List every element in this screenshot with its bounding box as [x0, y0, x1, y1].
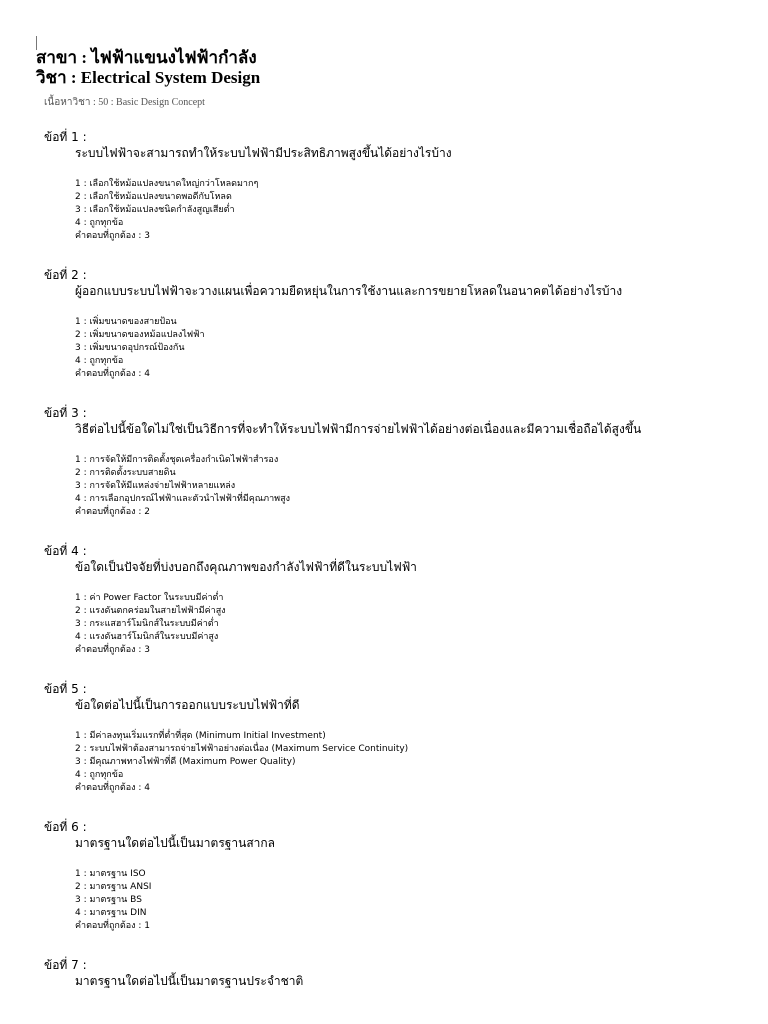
choice-item: 2 : มาตรฐาน ANSI: [75, 882, 152, 892]
choice-item: 3 : เลือกใช้หม้อแปลงชนิดกำลังสูญเสียต่ำ: [75, 205, 235, 215]
choice-item: 4 : ถูกทุกข้อ: [75, 770, 124, 780]
question-number: ข้อที่ 7 :: [44, 958, 87, 972]
choice-item: 2 : เพิ่มขนาดของหม้อแปลงไฟฟ้า: [75, 330, 205, 340]
question-number: ข้อที่ 3 :: [44, 406, 87, 420]
choice-item: 1 : มาตรฐาน ISO: [75, 869, 146, 879]
question-number: ข้อที่ 6 :: [44, 820, 87, 834]
content-subtitle: เนื้อหาวิชา : 50 : Basic Design Concept: [44, 97, 205, 108]
choice-item: 4 : มาตรฐาน DIN: [75, 908, 147, 918]
choice-item: 4 : การเลือกอุปกรณ์ไฟฟ้าและตัวนำไฟฟ้าที่มีคุณภาพสูง: [75, 494, 290, 504]
question-text: ข้อใดต่อไปนี้เป็นการออกแบบระบบไฟฟ้าที่ดี: [75, 698, 300, 712]
question-number: ข้อที่ 5 :: [44, 682, 87, 696]
question-number: ข้อที่ 4 :: [44, 544, 87, 558]
choice-item: 3 : มาตรฐาน BS: [75, 895, 142, 905]
question-text: ผู้ออกแบบระบบไฟฟ้าจะวางแผนเพื่อความยืดหยุ่นในการใช้งานและการขยายโหลดในอนาคตได้อย่างไรบ้าง: [75, 284, 623, 298]
subject-title: วิชา : Electrical System Design: [36, 68, 261, 87]
choice-item: 3 : กระแสฮาร์โมนิกส์ในระบบมีค่าต่ำ: [75, 619, 219, 629]
question-number: ข้อที่ 1 :: [44, 130, 87, 144]
choice-item: 2 : แรงดันตกคร่อมในสายไฟฟ้ามีค่าสูง: [75, 606, 226, 616]
correct-answer: คำตอบที่ถูกต้อง : 3: [75, 231, 150, 241]
choice-item: 4 : ถูกทุกข้อ: [75, 218, 124, 228]
choice-item: 3 : การจัดให้มีแหล่งจ่ายไฟฟ้าหลายแหล่ง: [75, 481, 236, 491]
question-text: ข้อใดเป็นปัจจัยที่บ่งบอกถึงคุณภาพของกำลังไฟฟ้าที่ดีในระบบไฟฟ้า: [75, 560, 417, 574]
choice-list: [75, 868, 151, 933]
choice-item: 1 : เลือกใช้หม้อแปลงขนาดใหญ่กว่าโหลดมากๆ: [75, 179, 259, 189]
correct-answer: คำตอบที่ถูกต้อง : 1: [75, 921, 150, 931]
choice-item: 3 : เพิ่มขนาดอุปกรณ์ป้องกัน: [75, 343, 185, 353]
choice-list: [75, 316, 205, 381]
correct-answer: คำตอบที่ถูกต้อง : 4: [75, 369, 150, 379]
question-text: วิธีต่อไปนี้ข้อใดไม่ใช่เป็นวิธีการที่จะทำให้ระบบไฟฟ้ามีการจ่ายไฟฟ้าได้อย่างต่อเนื่องและมีความเชื่อถือได้สูงขึ้น: [75, 422, 642, 436]
choice-item: 2 : เลือกใช้หม้อแปลงขนาดพอดีกับโหลด: [75, 192, 232, 202]
correct-answer: คำตอบที่ถูกต้อง : 4: [75, 783, 150, 793]
question-text: มาตรฐานใดต่อไปนี้เป็นมาตรฐานประจำชาติ: [75, 974, 304, 988]
choice-list: [75, 454, 290, 519]
choice-item: 1 : ค่า Power Factor ในระบบมีค่าต่ำ: [75, 593, 224, 603]
choice-list: [75, 730, 408, 795]
choice-item: 1 : มีค่าลงทุนเริ่มแรกที่ต่ำที่สุด (Minimum Initial Investment): [75, 731, 326, 741]
choice-item: 4 : แรงดันฮาร์โมนิกส์ในระบบมีค่าสูง: [75, 632, 219, 642]
branch-title: สาขา : ไฟฟ้าแขนงไฟฟ้ากำลัง: [36, 48, 257, 67]
choice-list: [75, 592, 226, 657]
choice-item: 1 : เพิ่มขนาดของสายป้อน: [75, 317, 177, 327]
correct-answer: คำตอบที่ถูกต้อง : 2: [75, 507, 150, 517]
question-number: ข้อที่ 2 :: [44, 268, 87, 282]
choice-item: 2 : ระบบไฟฟ้าต้องสามารถจ่ายไฟฟ้าอย่างต่อเนื่อง (Maximum Service Continuity): [75, 744, 409, 754]
choice-item: 4 : ถูกทุกข้อ: [75, 356, 124, 366]
correct-answer: คำตอบที่ถูกต้อง : 3: [75, 645, 150, 655]
choice-item: 3 : มีคุณภาพทางไฟฟ้าที่ดี (Maximum Power Quality): [75, 757, 296, 767]
choice-item: 1 : การจัดให้มีการติดตั้งชุดเครื่องกำเนิดไฟฟ้าสำรอง: [75, 455, 279, 465]
choice-list: [75, 178, 258, 243]
choice-item: 2 : การติดตั้งระบบสายดิน: [75, 468, 176, 478]
question-text: มาตรฐานใดต่อไปนี้เป็นมาตรฐานสากล: [75, 836, 276, 850]
question-text: ระบบไฟฟ้าจะสามารถทำให้ระบบไฟฟ้ามีประสิทธิภาพสูงขึ้นได้อย่างไรบ้าง: [75, 146, 452, 160]
